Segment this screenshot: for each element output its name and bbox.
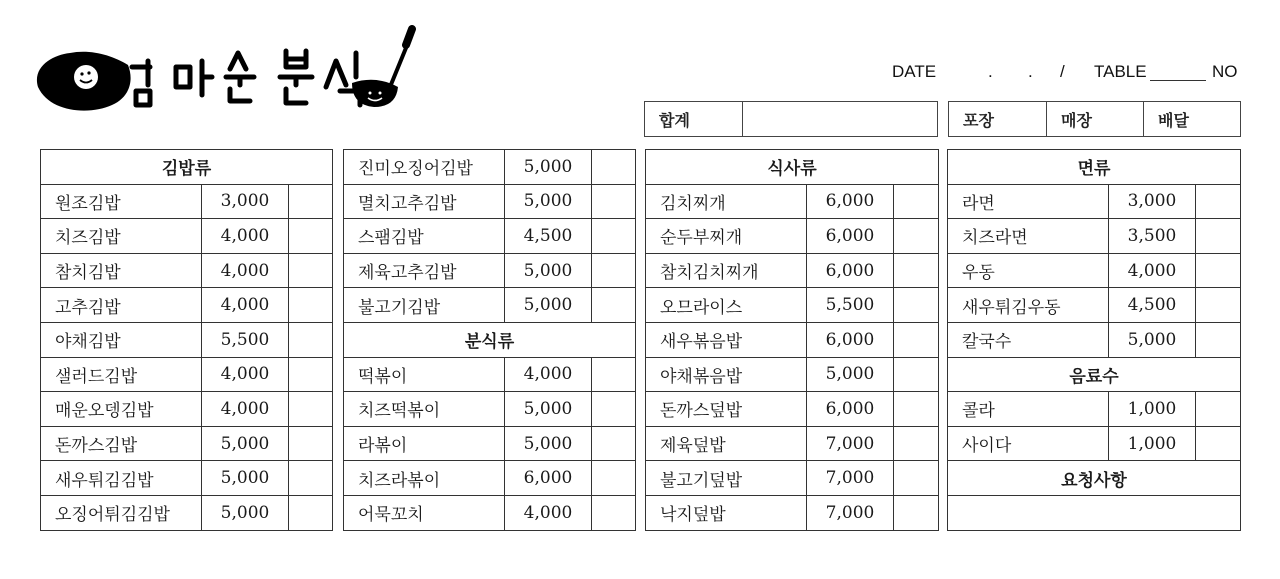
item-price: 5,000: [202, 426, 289, 461]
menu-row: [948, 322, 1241, 357]
item-name: 돈까스김밥: [41, 426, 202, 461]
item-price: 1,000: [1109, 392, 1196, 427]
menu-row: [41, 253, 333, 288]
qty-cell[interactable]: [894, 392, 939, 427]
item-price: 4,000: [505, 357, 592, 392]
table-number-field[interactable]: [1150, 62, 1206, 81]
item-price: 4,000: [202, 357, 289, 392]
item-name: 순두부찌개: [646, 219, 807, 254]
menu-row: [344, 495, 636, 530]
menu-row: [344, 461, 636, 496]
logo-graphic: [30, 25, 430, 115]
item-name: 돈까스덮밥: [646, 392, 807, 427]
menu-row: [646, 426, 939, 461]
menu-row: [646, 357, 939, 392]
item-price: 5,500: [202, 322, 289, 357]
item-name: 칼국수: [948, 322, 1109, 357]
item-name: 매운오뎅김밥: [41, 392, 202, 427]
menu-row: [948, 426, 1241, 461]
menu-row: [41, 357, 333, 392]
date-dot-2: .: [1028, 62, 1033, 81]
item-price: 3,000: [1109, 184, 1196, 219]
category-header: 김밥류: [41, 150, 333, 185]
order-type-delivery[interactable]: 배달: [1158, 110, 1189, 130]
item-name: 김치찌개: [646, 184, 807, 219]
item-name: 어묵꼬치: [344, 495, 505, 530]
item-price: 4,000: [202, 392, 289, 427]
menu-row: [41, 184, 333, 219]
qty-cell[interactable]: [289, 426, 333, 461]
item-price: 3,500: [1109, 219, 1196, 254]
item-name: 제육덮밥: [646, 426, 807, 461]
menu-row: [344, 184, 636, 219]
qty-cell[interactable]: [592, 288, 636, 323]
item-price: 4,000: [202, 253, 289, 288]
date-separator: /: [1060, 62, 1065, 81]
item-name: 샐러드김밥: [41, 357, 202, 392]
qty-cell[interactable]: [894, 461, 939, 496]
menu-row: [344, 426, 636, 461]
order-type-takeout[interactable]: 포장: [949, 102, 1047, 136]
item-price: 4,000: [505, 495, 592, 530]
item-price: 4,500: [1109, 288, 1196, 323]
item-price: 5,000: [202, 461, 289, 496]
item-price: 5,000: [1109, 322, 1196, 357]
date-label: DATE: [892, 62, 937, 81]
qty-cell[interactable]: [894, 288, 939, 323]
item-price: 6,000: [807, 322, 894, 357]
menu-table-noodles-drinks: [947, 149, 1241, 531]
qty-cell[interactable]: [1196, 184, 1241, 219]
item-price: 4,000: [1109, 253, 1196, 288]
qty-cell[interactable]: [289, 184, 333, 219]
item-name: 고추김밥: [41, 288, 202, 323]
item-name: 새우튀김우동: [948, 288, 1109, 323]
menu-row: [948, 288, 1241, 323]
qty-cell[interactable]: [1196, 322, 1241, 357]
date-dot-1: .: [988, 62, 993, 81]
menu-row: [41, 495, 333, 530]
item-price: 5,000: [505, 426, 592, 461]
item-name: 치즈라볶이: [344, 461, 505, 496]
qty-cell[interactable]: [894, 426, 939, 461]
item-price: 5,000: [505, 288, 592, 323]
item-price: 5,000: [807, 357, 894, 392]
qty-cell[interactable]: [289, 357, 333, 392]
menu-row: [344, 392, 636, 427]
qty-cell[interactable]: [1196, 288, 1241, 323]
order-type-dine-in[interactable]: 매장: [1047, 102, 1144, 136]
qty-cell[interactable]: [1196, 392, 1241, 427]
category-header: 분식류: [344, 322, 636, 357]
total-label: 합계: [645, 102, 743, 136]
menu-row: [948, 219, 1241, 254]
qty-cell[interactable]: [592, 392, 636, 427]
item-name: 제육고추김밥: [344, 253, 505, 288]
item-price: 5,000: [505, 150, 592, 185]
qty-cell[interactable]: [592, 357, 636, 392]
qty-cell[interactable]: [894, 219, 939, 254]
item-price: 6,000: [807, 253, 894, 288]
table-label: TABLE: [1094, 62, 1147, 81]
item-price: 6,000: [807, 219, 894, 254]
no-label: NO: [1212, 62, 1238, 81]
menu-row: [646, 253, 939, 288]
menu-row: [948, 184, 1241, 219]
menu-row: [646, 322, 939, 357]
item-name: 라면: [948, 184, 1109, 219]
item-name: 진미오징어김밥: [344, 150, 505, 185]
item-price: 6,000: [505, 461, 592, 496]
menu-row: [344, 288, 636, 323]
item-name: 치즈김밥: [41, 219, 202, 254]
qty-cell[interactable]: [289, 461, 333, 496]
menu-row: [41, 322, 333, 357]
menu-row: [344, 357, 636, 392]
item-name: 불고기덮밥: [646, 461, 807, 496]
menu-row: [646, 461, 939, 496]
item-name: 원조김밥: [41, 184, 202, 219]
item-name: 콜라: [948, 392, 1109, 427]
item-price: 7,000: [807, 461, 894, 496]
qty-cell[interactable]: [289, 219, 333, 254]
item-name: 오므라이스: [646, 288, 807, 323]
category-header: 면류: [948, 150, 1241, 185]
item-name: 라볶이: [344, 426, 505, 461]
qty-cell[interactable]: [894, 495, 939, 530]
menu-row: [344, 253, 636, 288]
item-name: 치즈라면: [948, 219, 1109, 254]
item-price: 5,500: [807, 288, 894, 323]
item-name: 새우볶음밥: [646, 322, 807, 357]
qty-cell[interactable]: [1196, 426, 1241, 461]
item-name: 야채김밥: [41, 322, 202, 357]
qty-cell[interactable]: [592, 219, 636, 254]
item-price: 5,000: [202, 495, 289, 530]
menu-row: [41, 219, 333, 254]
item-name: 멸치고추김밥: [344, 184, 505, 219]
item-name: 오징어튀김김밥: [41, 495, 202, 530]
item-price: 5,000: [505, 392, 592, 427]
qty-cell[interactable]: [894, 357, 939, 392]
requests-field[interactable]: [948, 495, 1241, 530]
qty-cell[interactable]: [894, 184, 939, 219]
item-price: 6,000: [807, 184, 894, 219]
item-price: 6,000: [807, 392, 894, 427]
order-type-box: [948, 101, 1241, 137]
item-name: 낙지덮밥: [646, 495, 807, 530]
menu-row: [646, 184, 939, 219]
item-price: 7,000: [807, 495, 894, 530]
qty-cell[interactable]: [592, 184, 636, 219]
menu-row: [646, 288, 939, 323]
qty-cell[interactable]: [289, 322, 333, 357]
item-name: 참치김치찌개: [646, 253, 807, 288]
item-price: 4,000: [202, 288, 289, 323]
menu-row: [344, 219, 636, 254]
category-header: 식사류: [646, 150, 939, 185]
item-name: 참치김밥: [41, 253, 202, 288]
qty-cell[interactable]: [289, 495, 333, 530]
menu-table-gimbap-snacks: [343, 149, 636, 531]
menu-row: [948, 253, 1241, 288]
item-price: 3,000: [202, 184, 289, 219]
item-name: 사이다: [948, 426, 1109, 461]
qty-cell[interactable]: [289, 392, 333, 427]
item-name: 스팸김밥: [344, 219, 505, 254]
item-name: 불고기김밥: [344, 288, 505, 323]
total-box: [644, 101, 938, 137]
qty-cell[interactable]: [894, 253, 939, 288]
qty-cell[interactable]: [894, 322, 939, 357]
menu-row: [41, 288, 333, 323]
qty-cell[interactable]: [592, 495, 636, 530]
menu-table-meals: [645, 149, 939, 531]
requests-header: 요청사항: [948, 461, 1241, 496]
item-name: 치즈떡볶이: [344, 392, 505, 427]
total-value-field[interactable]: [743, 102, 937, 136]
category-header: 음료수: [948, 357, 1241, 392]
qty-cell[interactable]: [592, 253, 636, 288]
menu-row: [646, 219, 939, 254]
item-name: 우동: [948, 253, 1109, 288]
qty-cell[interactable]: [592, 150, 636, 185]
qty-cell[interactable]: [1196, 253, 1241, 288]
menu-row: [41, 426, 333, 461]
menu-row: [344, 150, 636, 185]
qty-cell[interactable]: [592, 461, 636, 496]
item-price: 5,000: [505, 184, 592, 219]
menu-row: [948, 392, 1241, 427]
item-price: 1,000: [1109, 426, 1196, 461]
menu-row: [41, 461, 333, 496]
item-price: 4,000: [202, 219, 289, 254]
menu-table-gimbap: [40, 149, 333, 531]
menu-row: [646, 495, 939, 530]
item-name: 떡볶이: [344, 357, 505, 392]
item-price: 7,000: [807, 426, 894, 461]
menu-row: [646, 392, 939, 427]
restaurant-logo: [30, 25, 430, 115]
qty-cell[interactable]: [289, 253, 333, 288]
item-price: 4,500: [505, 219, 592, 254]
item-name: 야채볶음밥: [646, 357, 807, 392]
item-price: 5,000: [505, 253, 592, 288]
item-name: 새우튀김김밥: [41, 461, 202, 496]
qty-cell[interactable]: [289, 288, 333, 323]
qty-cell[interactable]: [1196, 219, 1241, 254]
qty-cell[interactable]: [592, 426, 636, 461]
menu-row: [41, 392, 333, 427]
